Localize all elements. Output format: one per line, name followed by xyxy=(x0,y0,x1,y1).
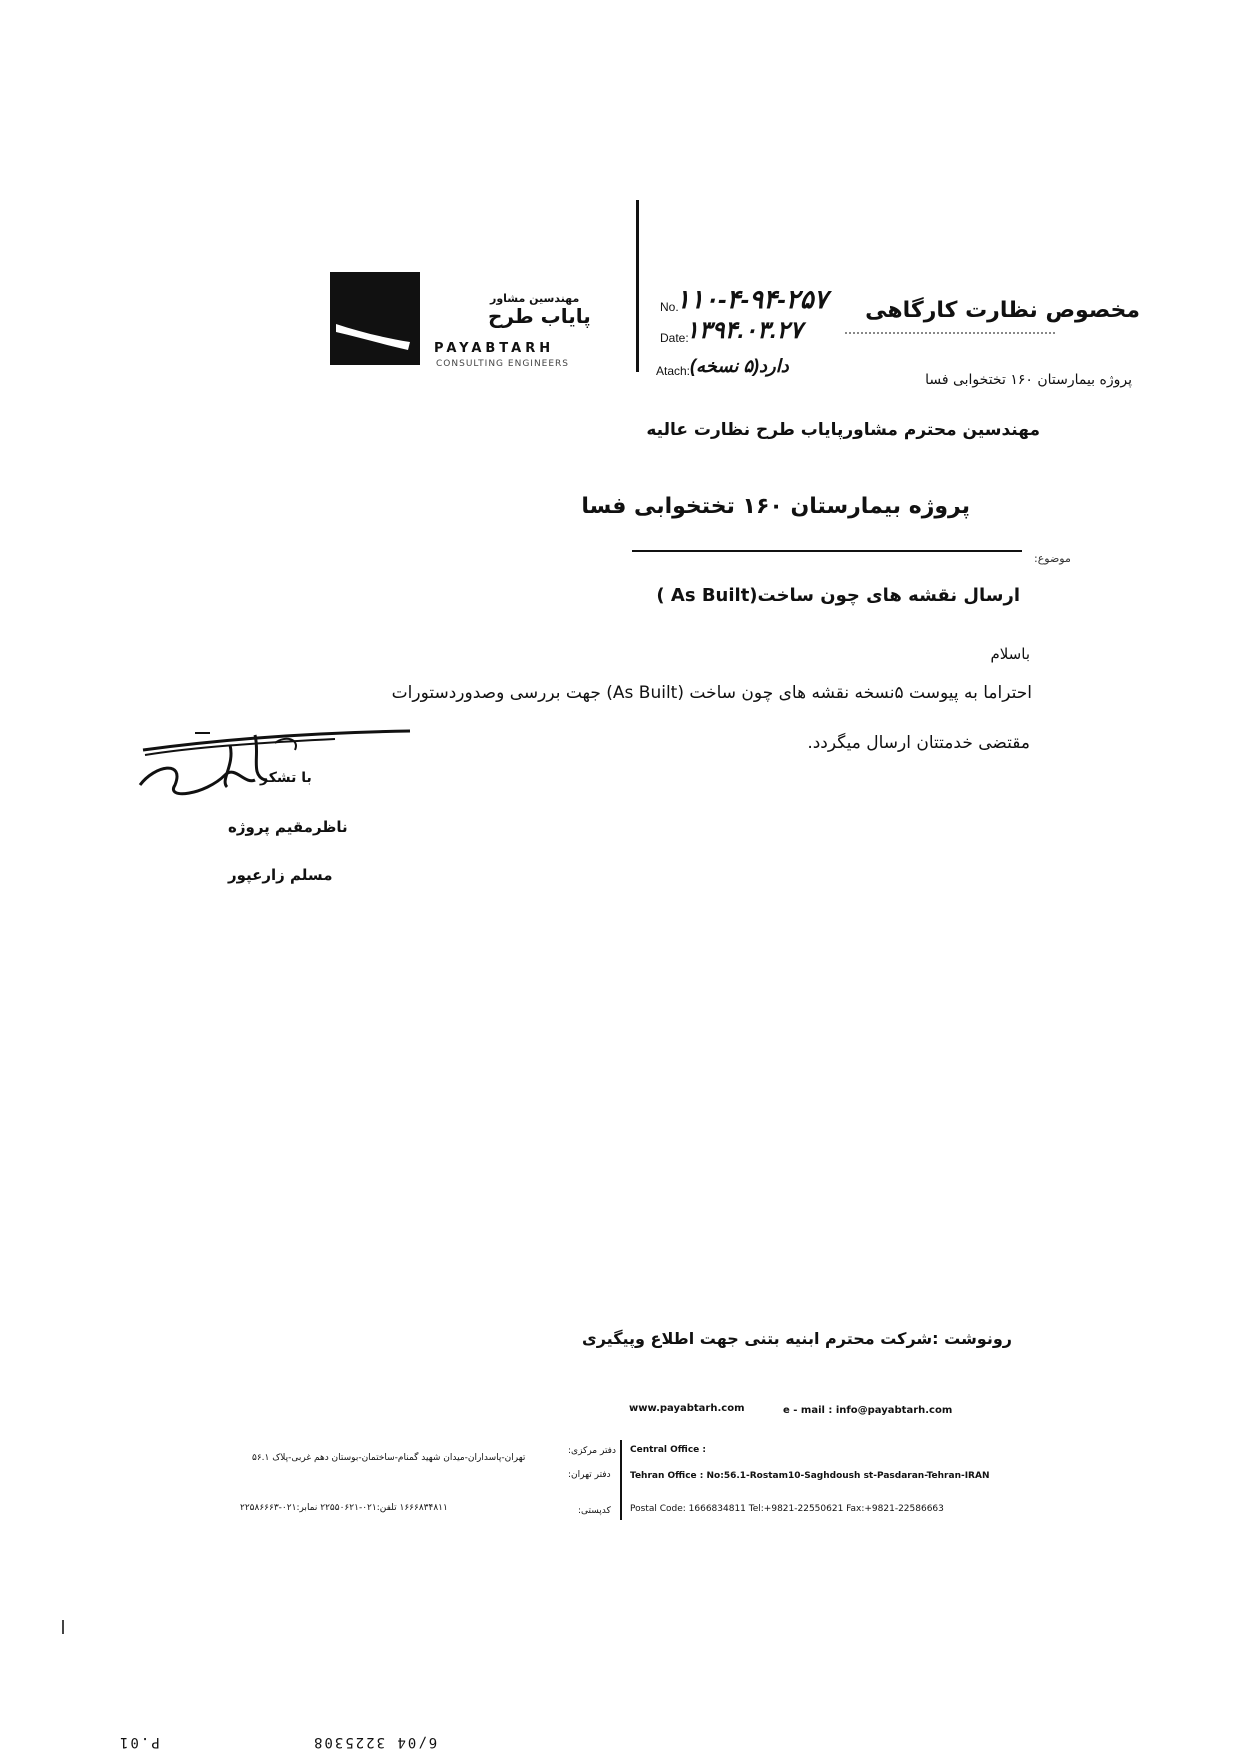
header-project-line: پروژه بیمارستان ۱۶۰ تختخوابی فسا xyxy=(925,372,1132,388)
closing-thanks: با تشکر xyxy=(260,770,312,786)
header-divider xyxy=(636,200,639,372)
title-underline xyxy=(632,550,1022,552)
footer-postal-contact: Postal Code: 1666834811 Tel:+9821-22550621 Fax:+9821-22586663 xyxy=(630,1504,944,1514)
footer-website: www.payabtarh.com xyxy=(629,1403,745,1414)
letter-number-value: ۱۱۰-۴-۹۴-۲۵۷ xyxy=(676,284,828,314)
scan-artifact xyxy=(62,1620,64,1634)
signer-name: مسلم زارعپور xyxy=(228,866,333,884)
logo-mark-icon xyxy=(330,272,420,365)
signer-role: ناظرمقیم پروژه xyxy=(228,818,348,836)
stamp-underline xyxy=(845,332,1055,334)
firm-name-en: PAYABTARH xyxy=(434,341,555,356)
footer-tehran-office: Tehran Office : No:56.1-Rostam10-Saghdoush st-Pasdaran-Tehran-IRAN xyxy=(630,1471,990,1481)
handwritten-signature xyxy=(135,725,420,800)
footer-central-office: Central Office : xyxy=(630,1445,707,1455)
firm-name-fa: پایاب طرح xyxy=(488,304,591,328)
firm-type-label: مهندسین مشاور xyxy=(490,292,580,305)
body-text-line-2: مقتضی خدمتتان ارسال میگردد. xyxy=(807,733,1030,753)
company-logo xyxy=(330,272,420,365)
signature-scribble-icon xyxy=(135,725,420,800)
fax-page-number: P.01 xyxy=(118,1734,160,1750)
body-text-line-1: احتراما به پیوست ۵نسخه نقشه های چون ساخت (As Built) جهت بررسی وصدوردستورات xyxy=(391,683,1032,703)
footer-phone-fa: ۱۶۶۶۸۳۴۸۱۱ تلفن:۰۲۱-۲۲۵۵۰۶۲۱ نمابر:۰۲۱-۲۲۵۸۶۶۶۳ xyxy=(240,1503,448,1513)
attachment-label: Atach: xyxy=(656,364,691,378)
footer-divider xyxy=(620,1440,622,1520)
margin-note: موضوع: xyxy=(1034,552,1071,565)
fax-transmission-id: 6/04 3225308 xyxy=(312,1734,438,1750)
greeting: باسلام xyxy=(990,645,1030,663)
footer-postal-fa: کدپستی: xyxy=(578,1506,611,1516)
letter-number-label: No. xyxy=(660,300,679,314)
footer-tehran-office-fa: دفتر تهران: xyxy=(568,1470,611,1480)
confidential-stamp: مخصوص نظارت کارگاهی xyxy=(865,298,1140,323)
footer-central-office-fa: دفتر مرکزی: xyxy=(568,1446,616,1456)
attachment-value: دارد(۵ نسخه) xyxy=(690,356,789,376)
footer-email: e - mail : info@payabtarh.com xyxy=(783,1405,953,1416)
footer-address-fa: تهران-پاسداران-میدان شهید گمنام-ساختمان-بوستان دهم غربی-پلاک ۵۶.۱ xyxy=(252,1453,526,1463)
project-title: پروژه بیمارستان ۱۶۰ تختخوابی فسا xyxy=(581,494,970,519)
letter-date-label: Date: xyxy=(660,331,689,345)
addressee: مهندسین محترم مشاورپایاب طرح نظارت عالیه xyxy=(646,420,1040,440)
firm-subtitle: CONSULTING ENGINEERS xyxy=(436,359,570,369)
letter-date-value: ۱۳۹۴.۰۳.۲۷ xyxy=(686,317,803,344)
subject-line: ارسال نقشه های چون ساخت(As Built ) xyxy=(656,585,1020,606)
carbon-copy-line: رونوشت :شرکت محترم ابنیه بتنی جهت اطلاع وپیگیری xyxy=(582,1329,1012,1348)
